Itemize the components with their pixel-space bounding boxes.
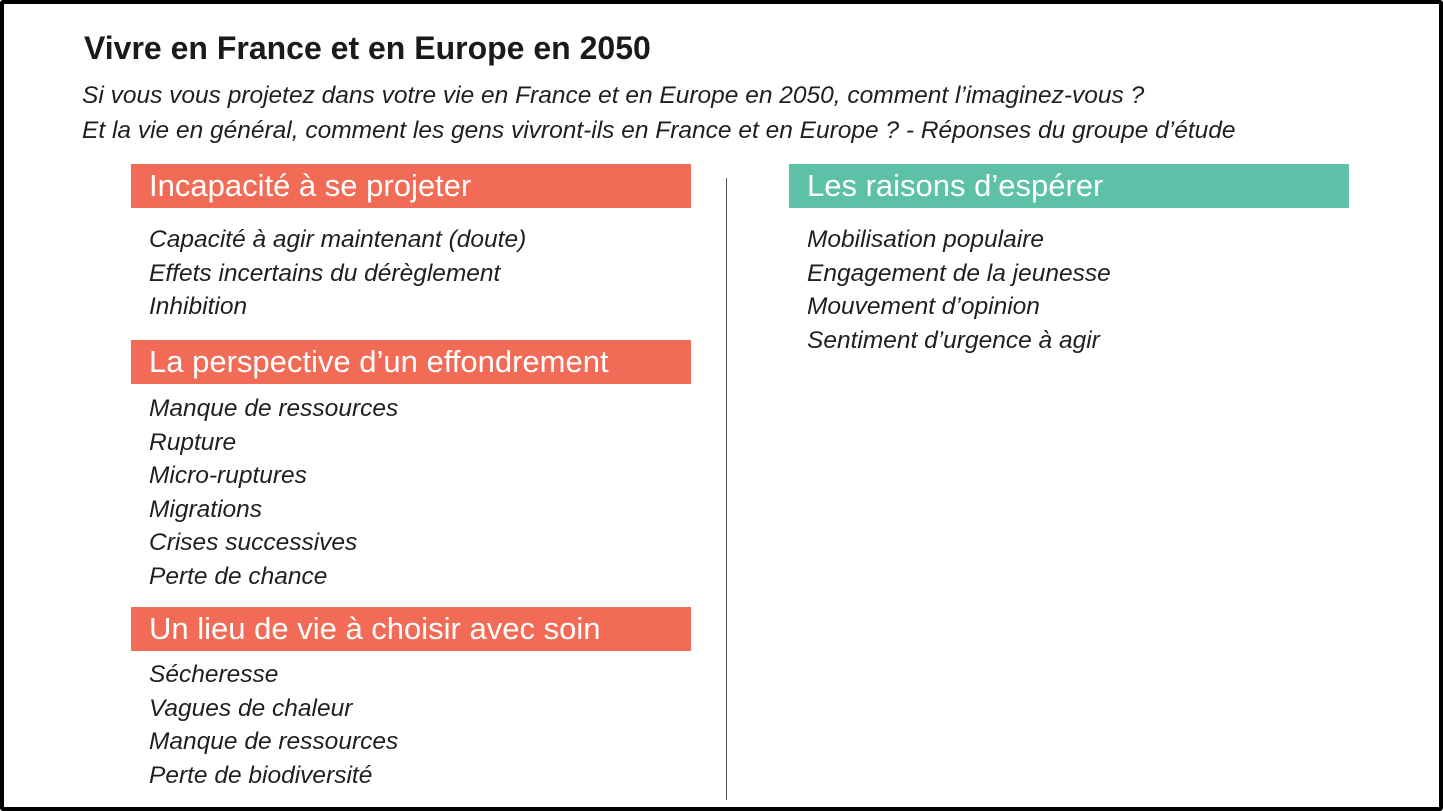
list-item: Effets incertains du dérèglement: [149, 259, 501, 287]
slide-title: Vivre en France et en Europe en 2050: [84, 30, 651, 66]
list-item: Perte de chance: [149, 562, 328, 590]
column-divider: [726, 178, 727, 800]
section-raisons-d-esperer: [789, 164, 1349, 357]
section-items: [131, 223, 691, 324]
list-item: Capacité à agir maintenant (doute): [149, 226, 527, 253]
section-items: [131, 392, 691, 593]
list-item: Crises successives: [149, 529, 358, 556]
list-item: Manque de ressources: [149, 728, 399, 755]
list-item: Inhibition: [149, 293, 248, 320]
slide-subtitle: [82, 78, 1236, 148]
section-items: [789, 223, 1349, 357]
list-item: Sécheresse: [149, 661, 279, 688]
section-header: Incapacité à se projeter: [131, 164, 691, 208]
section-incapacite: [131, 164, 691, 324]
subtitle-line: Si vous vous projetez dans votre vie en France et en Europe en 2050, comment l’imaginez-vous ?: [82, 82, 1145, 109]
list-item: Engagement de la jeunesse: [807, 259, 1111, 287]
list-item: Micro-ruptures: [149, 462, 307, 489]
list-item: Rupture: [149, 428, 237, 456]
section-header: La perspective d’un effondrement: [131, 340, 691, 384]
section-lieu-de-vie: [131, 607, 691, 792]
list-item: Mobilisation populaire: [807, 226, 1044, 253]
section-header: Les raisons d’espérer: [789, 164, 1349, 208]
subtitle-line: Et la vie en général, comment les gens vivront-ils en France et en Europe ? - Réponses du groupe d’étude: [82, 117, 1236, 144]
list-item: Migrations: [149, 495, 263, 523]
list-item: Perte de biodiversité: [149, 761, 373, 789]
list-item: Manque de ressources: [149, 395, 399, 422]
list-item: Mouvement d’opinion: [807, 293, 1040, 320]
section-effondrement: [131, 340, 691, 593]
section-header: Un lieu de vie à choisir avec soin: [131, 607, 691, 651]
list-item: Vagues de chaleur: [149, 694, 353, 722]
section-items: [131, 658, 691, 792]
list-item: Sentiment d’urgence à agir: [807, 326, 1100, 354]
